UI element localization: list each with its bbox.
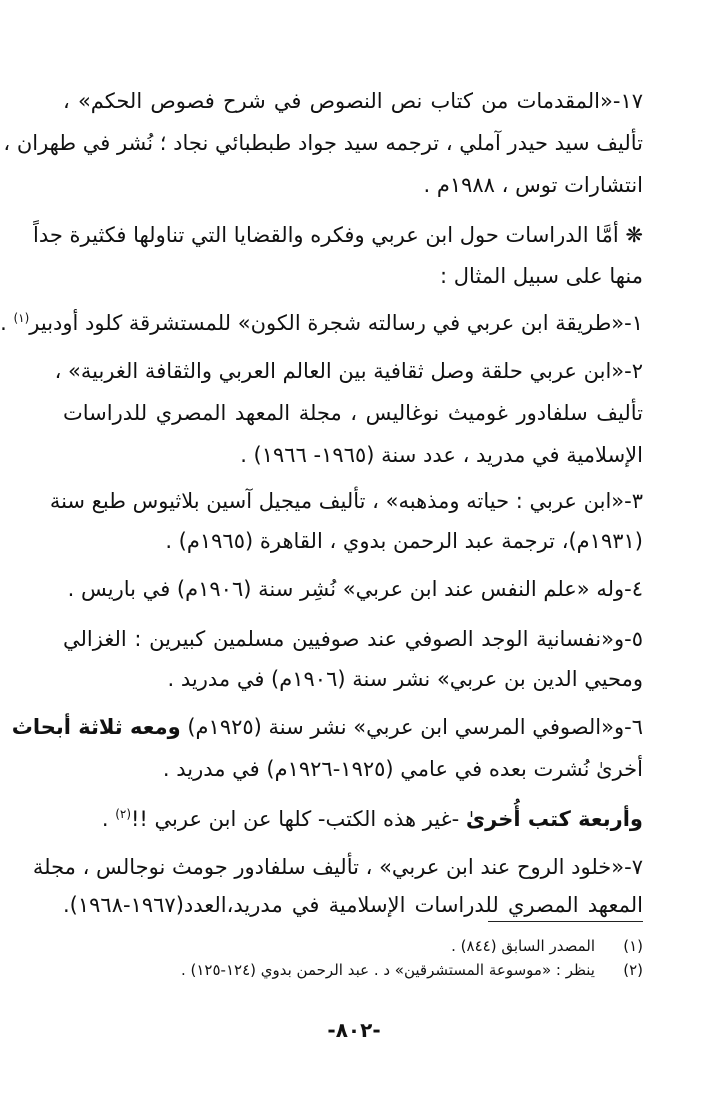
page-number: -٨٠٢- xyxy=(327,1018,381,1042)
study-3-line-1: ٣-«ابن عربي : حياته ومذهبه» ، تأليف ميجيل آسين بلاثيوس طبع سنة xyxy=(49,489,643,513)
asterisk-icon: ❋ xyxy=(625,223,643,247)
footnote-2-text: ينظر : «موسوعة المستشرقين» د . عبد الرحمن بدوي (١٢٤-١٢٥) . xyxy=(180,961,595,979)
study-6-line-2: أخرىٰ نُشرت بعده في عامي (١٩٢٥-١٩٢٦م) في مدريد . xyxy=(162,757,643,781)
footnote-ref-1: (١) xyxy=(13,311,30,325)
item-17-line-3: انتشارات توس ، ١٩٨٨م . xyxy=(423,173,643,197)
more-books-bold-text: وأربعة كتب أُخرىٰ xyxy=(465,807,643,831)
footnote-1 xyxy=(63,935,643,957)
more-books-line: وأربعة كتب أُخرىٰ -غير هذه الكتب- كلها عن ابن عربي !!$^{(٢)}$ . xyxy=(101,807,643,831)
footnote-1-text: المصدر السابق (٨٤٤) . xyxy=(451,937,595,955)
study-4-line: ٤-وله «علم النفس عند ابن عربي» نُشِر سنة (١٩٠٦م) في باريس . xyxy=(67,577,643,601)
study-1-text: ١-«طريقة ابن عربي في رسالته شجرة الكون» للمستشرقة كلود أودبير xyxy=(29,311,643,335)
study-6-line-1 xyxy=(11,712,643,742)
item-17-line-2: تأليف سيد حيدر آملي ، ترجمه سيد جواد طبطبائي نجاد ؛ نُشر في طهران ، xyxy=(3,131,643,155)
study-5-line-2: ومحيي الدين بن عربي» نشر سنة (١٩٠٦م) في مدريد . xyxy=(167,667,643,691)
study-6-bold-text: ومعه ثلاثة أبحاث xyxy=(11,715,181,739)
footnote-ref-2: (٢) xyxy=(115,807,132,821)
more-books-text: -غير هذه الكتب- كلها عن ابن عربي !! xyxy=(131,807,460,831)
study-2-line-1: ٢-«ابن عربي حلقة وصل ثقافية بين العالم العربي والثقافة الغربية» ، xyxy=(54,359,643,383)
studies-intro-line-1 xyxy=(33,220,643,250)
study-6-text: ٦-و«الصوفي المرسي ابن عربي» نشر سنة (١٩٢٥م) xyxy=(187,715,643,739)
study-2-line-3: الإسلامية في مدريد ، عدد سنة (١٩٦٥- ١٩٦٦) . xyxy=(240,443,643,467)
footnote-divider xyxy=(488,921,643,922)
footnote-2 xyxy=(63,959,643,981)
studies-intro-line-2: منها على سبيل المثال : xyxy=(440,264,643,288)
study-2-line-2: تأليف سلفادور غوميث نوغاليس ، مجلة المعهد المصري للدراسات xyxy=(63,401,643,425)
footnote-1-number: (١) xyxy=(623,937,643,955)
footnote-2-number: (٢) xyxy=(623,961,643,979)
study-1-line: ١-«طريقة ابن عربي في رسالته شجرة الكون» للمستشرقة كلود أودبير$^{(١)}$ . xyxy=(0,311,643,335)
item-17-line-1: ١٧-«المقدمات من كتاب نص النصوص في شرح فصوص الحكم» ، xyxy=(63,89,643,113)
studies-intro-text: أمَّا الدراسات حول ابن عربي وفكره والقضايا التي تناولها فكثيرة جداً xyxy=(33,223,619,247)
study-7-line-2: المعهد المصري للدراسات الإسلامية في مدريد،العدد(١٩٦٧-١٩٦٨). xyxy=(63,893,643,917)
study-5-line-1: ٥-و«نفسانية الوجد الصوفي عند صوفيين مسلمين كبيرين : الغزالي xyxy=(63,627,643,651)
study-7-line-1: ٧-«خلود الروح عند ابن عربي» ، تأليف سلفادور جومث نوجالس ، مجلة xyxy=(32,855,643,879)
study-3-line-2: (١٩٣١م)، ترجمة عبد الرحمن بدوي ، القاهرة (١٩٦٥م) . xyxy=(165,529,643,553)
